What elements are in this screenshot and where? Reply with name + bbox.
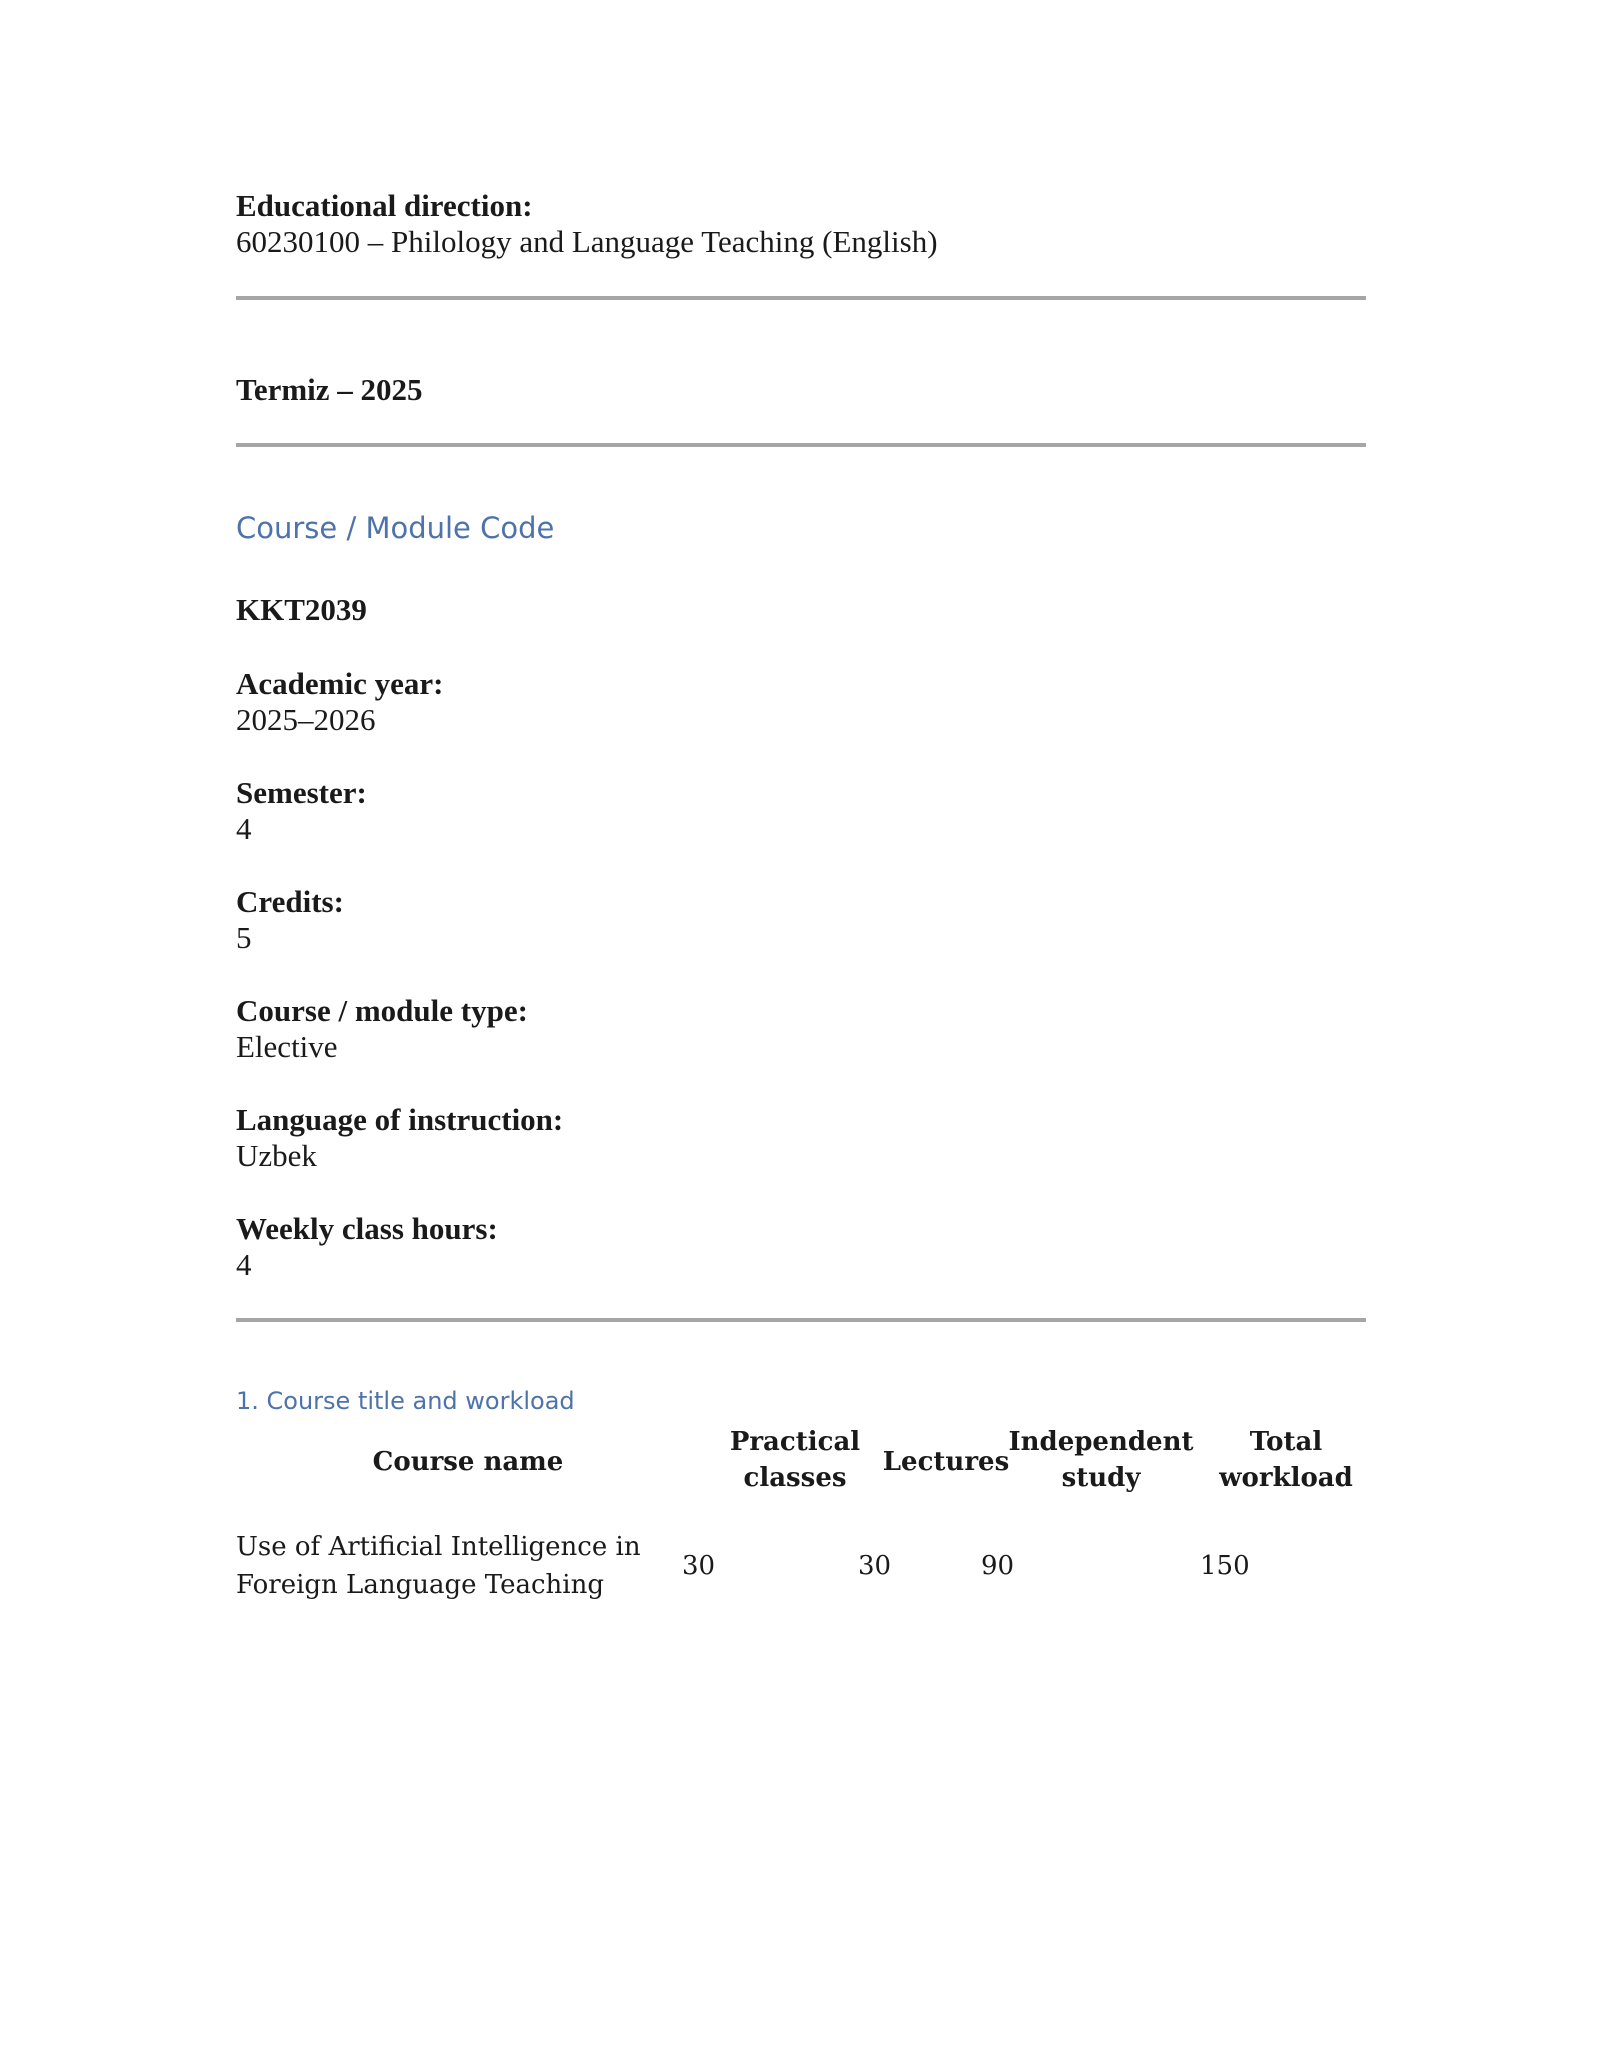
language-value: Uzbek <box>236 1138 317 1173</box>
independent-cell: 90 <box>981 1551 1015 1581</box>
module-code-heading: Course / Module Code <box>236 511 555 545</box>
table-header-course-name: Course name <box>372 1447 564 1477</box>
academic-year-value: 2025–2026 <box>236 702 376 737</box>
divider <box>236 443 1366 447</box>
module-type-value: Elective <box>236 1029 338 1064</box>
weekly-hours-label: Weekly class hours: <box>236 1211 498 1246</box>
credits-label: Credits: <box>236 884 344 919</box>
weekly-hours-value: 4 <box>236 1247 252 1282</box>
direction-value: 60230100 – Philology and Language Teaching (English) <box>236 224 938 259</box>
module-code: KKT2039 <box>236 592 367 627</box>
direction-label: Educational direction: <box>236 188 533 223</box>
table-header-lectures: Lectures <box>882 1447 1010 1477</box>
table-header-practical: Practical classes <box>729 1427 861 1493</box>
place-year: Termiz – 2025 <box>236 372 423 407</box>
credits-value: 5 <box>236 920 252 955</box>
practical-cell: 30 <box>682 1551 716 1581</box>
document-page <box>236 0 1366 2070</box>
academic-year-label: Academic year: <box>236 666 444 701</box>
table-header-total: Total workload <box>1219 1427 1353 1493</box>
language-label: Language of instruction: <box>236 1102 564 1137</box>
divider <box>236 296 1366 300</box>
total-cell: 150 <box>1200 1551 1250 1581</box>
module-type-label: Course / module type: <box>236 993 528 1028</box>
divider <box>236 1318 1366 1322</box>
table-header-independent: Independent study <box>1008 1427 1194 1493</box>
semester-value: 4 <box>236 811 252 846</box>
lectures-cell: 30 <box>858 1551 892 1581</box>
section-heading: 1. Course title and workload <box>236 1387 575 1415</box>
course-name-cell: Use of Artificial Intelligence in Foreign Language Teaching <box>236 1532 641 1600</box>
semester-label: Semester: <box>236 775 367 810</box>
